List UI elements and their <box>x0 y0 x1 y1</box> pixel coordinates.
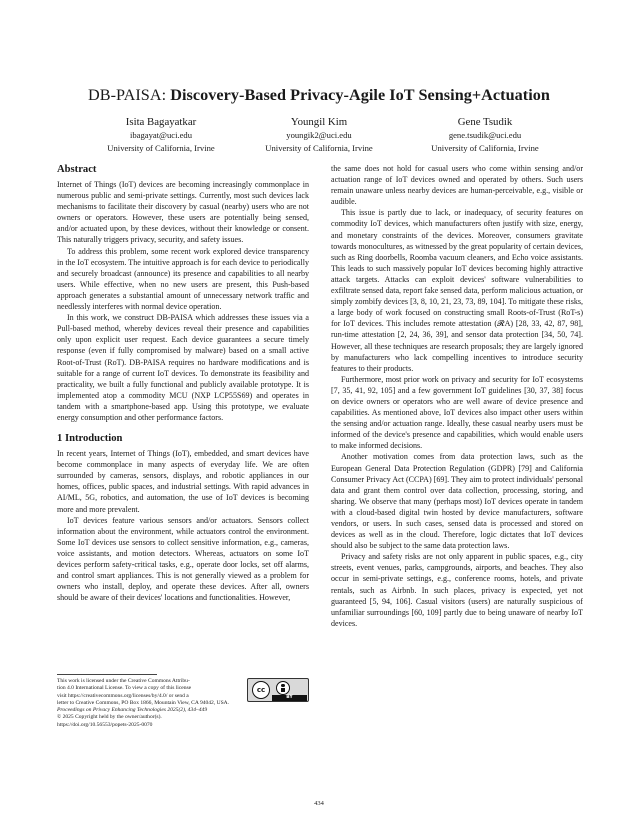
author-email: ibagayat@uci.edu <box>129 130 193 140</box>
proceedings-line: Proceedings on Privacy Enhancing Technologies 2025(2), 434–449 <box>57 707 208 714</box>
body-paragraph: Another motivation comes from data protection laws, such as the European General Data Protection Regulation (GDPR) [79] and California Consumer Privacy Act (CCPA) [69]. They aim to protect individuals' personal data and grant them control over data collection, processing, storing, and sharing. We observe that many (perhaps most) IoT devices operate in tandem with a cloud-based digital twin hosted by device manufacturers, software vendors, or users. In such cases, sensed data is processed and stored on devices as well as in the cloud. Therefore, logic dictates that IoT devices should also be subject to the same data protection laws. <box>331 452 583 551</box>
right-column <box>331 163 583 629</box>
paper-title <box>0 86 638 105</box>
abstract-paragraph: Internet of Things (IoT) devices are becoming increasingly commonplace in numerous public and semi-private settings. Currently, most such devices lack mechanisms to facilitate their discovery by casual (nearby) users who are not owners or operators. However, these users are potentially being sensed, and/or actuated upon, by these devices, without their knowledge or consent. This naturally triggers privacy, security, and safety issues. <box>57 180 309 245</box>
title-main: Discovery-Based Privacy-Agile IoT Sensing+Actuation <box>166 86 550 104</box>
abstract-heading: Abstract <box>57 164 97 175</box>
author-name: Gene Tsudik <box>457 116 513 128</box>
page-number: 434 <box>314 800 324 807</box>
author-affiliation: University of California, Irvine <box>431 143 539 153</box>
license-address-line: letter to Creative Commons, PO Box 1866, Mountain View, CA 94042, USA. <box>57 699 230 706</box>
author-email: youngik2@uci.edu <box>286 130 352 140</box>
license-text-line: This work is licensed under the Creative Commons Attribu- <box>57 678 190 684</box>
doi-line: https://doi.org/10.56553/popets-2025-0070 <box>57 721 153 728</box>
body-paragraph: Privacy and safety risks are not only apparent in public spaces, e.g., city streets, event venues, parks, campgrounds, airports, and beaches. They also occur in semi-private settings, e.g., conference rooms, hotels, and private rentals, such as Airbnb. In such places, privacy is expected, yet not guaranteed [5, 94, 106]. Casual visitors (users) are naturally suspicious of unfamiliar surroundings [60, 109] partly due to being unaware of nearby IoT devices. <box>331 552 583 628</box>
abstract-paragraph: In this work, we construct DB-PAISA which addresses these issues via a Pull-based method, whereby devices reveal their presence and capabilities only upon explicit user request. Each device guarantees a secure timely response (even if fully compromised by malware) based on a small active Root-of-Trust (RoT). DB-PAISA requires no hardware modifications and is suitable for a range of current IoT devices. To demonstrate its feasibility and practicality, we built a fully functional and publicly available prototype. It is implemented atop a commodity MCU (NXP LCP55S69) and operates in tandem with a smartphone-based app. Using this prototype, we evaluate energy consumption and other performance factors. <box>57 313 309 422</box>
body-paragraph: This issue is partly due to lack, or inadequacy, of security features on commodity IoT devices, which manufacturers often justify with size, energy, and monetary constraints of the devices. Moreover, consumers gravitate towards monocultures, as witnessed by the great popularity of certain devices, such as Ring doorbells, Roomba vacuum cleaners, and Echo voice assistants. This leads to such massively popular IoT devices becoming highly attractive attack targets. Attacks can exploit devices' software vulnerabilities to exfiltrate sensed data, report fake sensed data, perform malicious actuation, or simply zombify devices [3, 8, 10, 21, 23, 73, 89, 104]. To mitigate these risks, a large body of work focused on constructing small Roots-of-Trust (RoT-s) for IoT devices. This includes remote attestation (𝓡A) [28, 33, 42, 87, 98], run-time attestation [2, 24, 36, 39], and sensor data protection [34, 50, 74]. However, all these techniques are research proposals; they are largely ignored by manufacturers who lack compelling incentives to introduce security features to their products. <box>331 208 583 373</box>
cc-by-license-icon <box>247 678 309 702</box>
left-column <box>57 163 309 603</box>
license-footnote <box>57 678 309 729</box>
intro-paragraph: In recent years, Internet of Things (IoT), embedded, and smart devices have become commonplace in many aspects of everyday life. We are often surrounded by cameras, sensors, displays, and robotic appliances in our homes, offices, public spaces, and industrial settings. With rapid advances in AI/ML, 5G, robotics, and automation, the use of IoT devices is becoming more and more prevalent. <box>57 449 309 514</box>
creative-commons-icon: cc <box>252 681 270 699</box>
copyright-line: © 2025 Copyright held by the owner/author(s). <box>57 714 162 721</box>
body-paragraph: Furthermore, most prior work on privacy and security for IoT ecosystems [7, 35, 41, 92, 105] and a few government IoT guidelines [30, 37, 38] focus on device owners or operators who are well aware of device presence and capabilities. As mentioned above, IoT devices also impact other users within the sensing and/or actuation range. Ideally, these casual nearby users must be informed of the device's presence and capabilities, which would enable users to make informed decisions. <box>331 374 583 451</box>
author-email: gene.tsudik@uci.edu <box>448 130 522 140</box>
introduction-heading: 1 Introduction <box>57 433 123 445</box>
footnote-rule <box>57 674 157 675</box>
attribution-person-icon <box>276 681 290 695</box>
author-3 <box>385 116 585 154</box>
author-affiliation: University of California, Irvine <box>265 143 373 153</box>
author-affiliation: University of California, Irvine <box>107 143 215 153</box>
author-name: Youngil Kim <box>290 116 348 128</box>
title-prefix: DB-PAISA: <box>88 86 167 104</box>
license-text-line: visit https://creativecommons.org/licenses/by/4.0/ or send a <box>57 692 189 699</box>
by-label: BY <box>272 695 307 701</box>
body-paragraph: the same does not hold for casual users who come within sensing and/or actuation range of IoT devices owned and operated by others. Such users remain unaware unless nearby devices are human-perceivable, e.g., visible or audible. <box>331 164 583 207</box>
license-text-line: tion 4.0 International License. To view a copy of this license <box>57 685 192 692</box>
abstract-paragraph: To address this problem, some recent work explored device transparency in the IoT ecosystem. The intuitive approach is for each device to periodically and securely broadcast (announce) its presence and capabilities to all nearby users. While effective, when no new users are present, this Push-based approach generates a substantial amount of unnecessary network traffic and needlessly interferes with normal device operation. <box>57 246 309 312</box>
intro-paragraph: IoT devices feature various sensors and/or actuators. Sensors collect information about the environment, while actuators control the environment. Some IoT devices use sensors to collect sensitive information, e.g., cameras, voice assistants, and motion detectors. Whereas, actuators on some IoT devices perform safety-critical tasks, e.g., operate door locks, set off alarms, and control smart appliances. This is not generally viewed as a problem for owners who install, deploy, and operate these devices. After all, owners should be aware of their devices' locations and functionalities. However, <box>57 515 309 603</box>
author-name: Isita Bagayatkar <box>125 116 197 128</box>
